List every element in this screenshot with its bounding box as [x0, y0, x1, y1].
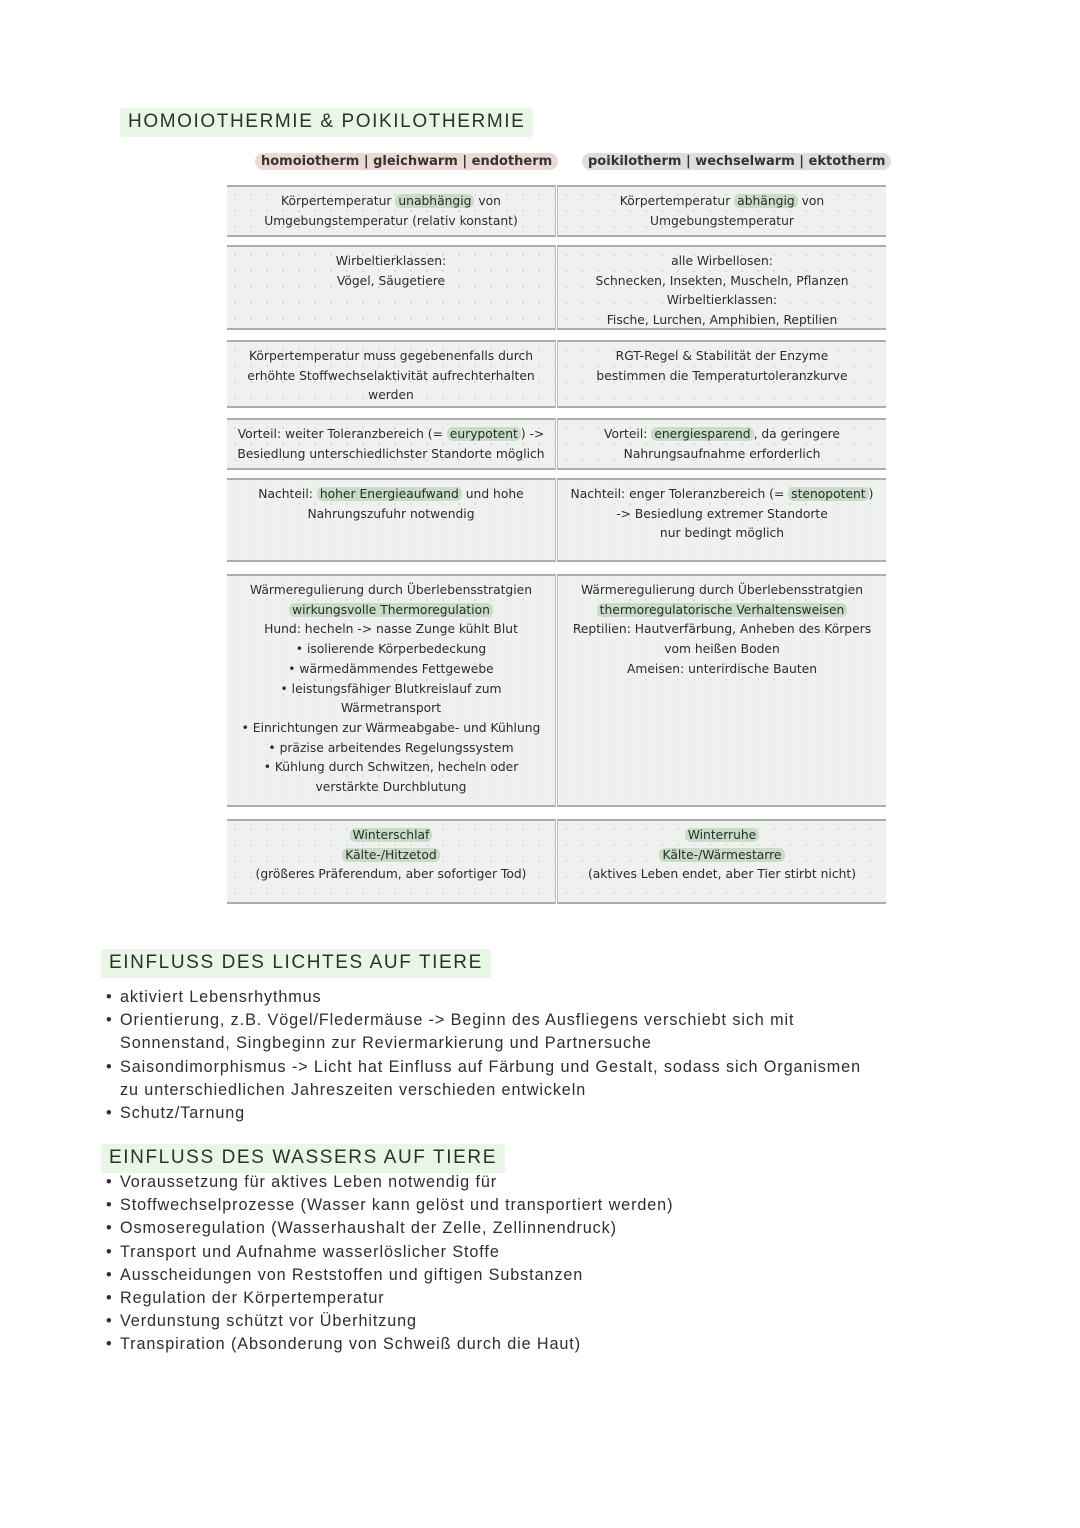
list-item: • Osmoseregulation (Wasserhaushalt der Zelle, Zellinnendruck) [106, 1217, 673, 1240]
list-item: • Stoffwechselprozesse (Wasser kann gelöst und transportiert werden) [106, 1194, 673, 1217]
section-title-light: EINFLUSS DES LICHTES AUF TIERE [101, 949, 491, 978]
light-effects-list [106, 986, 861, 1125]
table-cell-right-thermoregulation: Wärmeregulierung durch Überlebensstratgien thermoregulatorische Verhaltensweisen Reptilien: Hautverfärbung, Anheben des Körpers vom heißen Boden Ameisen: unterirdische Bauten [557, 574, 886, 807]
list-item: • Ausscheidungen von Reststoffen und giftigen Substanzen [106, 1264, 673, 1287]
table-cell-left-disadvantage: Nachteil: hoher Energieaufwand und hohe Nahrungszufuhr notwendig [227, 478, 556, 562]
table-cell-left-temperature: Körpertemperatur unabhängig von Umgebungstemperatur (relativ konstant) [227, 185, 556, 237]
table-cell-left-classes: Wirbeltierklassen: Vögel, Säugetiere [227, 245, 556, 330]
table-cell-right-temperature: Körpertemperatur abhängig von Umgebungstemperatur [557, 185, 886, 237]
table-cell-right-disadvantage: Nachteil: enger Toleranzbereich (= stenopotent ) -> Besiedlung extremer Standorte nur bedingt möglich [557, 478, 886, 562]
list-item: • Orientierung, z.B. Vögel/Fledermäuse -> Beginn des Ausfliegens verschiebt sich mit Sonnenstand, Singbeginn zur Reviermarkierung und Partnersuche [106, 1009, 861, 1055]
section-title-thermie: HOMOIOTHERMIE & POIKILOTHERMIE [120, 108, 533, 137]
list-item: • Transport und Aufnahme wasserlöslicher Stoffe [106, 1241, 673, 1264]
list-item: • Schutz/Tarnung [106, 1102, 861, 1125]
table-cell-left-metabolism: Körpertemperatur muss gegebenenfalls durch erhöhte Stoffwechselaktivität aufrechterhalten werden [227, 340, 556, 408]
list-item: • Voraussetzung für aktives Leben notwendig für [106, 1171, 673, 1194]
list-item: • Transpiration (Absonderung von Schweiß durch die Haut) [106, 1333, 673, 1356]
water-effects-list [106, 1171, 673, 1357]
table-cell-left-winter: Winterschlaf Kälte-/Hitzetod (größeres Präferendum, aber sofortiger Tod) [227, 819, 556, 904]
list-item: • Saisondimorphismus -> Licht hat Einfluss auf Färbung und Gestalt, sodass sich Organismen zu unterschiedlichen Jahreszeiten verschieden entwickeln [106, 1056, 861, 1102]
table-cell-right-classes: alle Wirbellosen: Schnecken, Insekten, Muscheln, Pflanzen Wirbeltierklassen: Fische, Lurchen, Amphibien, Reptilien [557, 245, 886, 330]
table-cell-right-winter: Winterruhe Kälte-/Wärmestarre (aktives Leben endet, aber Tier stirbt nicht) [557, 819, 886, 904]
column-header-homoiotherm: homoiotherm | gleichwarm | endotherm [255, 153, 558, 170]
section-title-water: EINFLUSS DES WASSERS AUF TIERE [101, 1144, 505, 1173]
list-item: • aktiviert Lebensrhythmus [106, 986, 861, 1009]
table-cell-left-advantage: Vorteil: weiter Toleranzbereich (= eurypotent ) -> Besiedlung unterschiedlichster Standorte möglich [227, 418, 556, 470]
list-item: • Regulation der Körpertemperatur [106, 1287, 673, 1310]
column-header-poikilotherm: poikilotherm | wechselwarm | ektotherm [582, 153, 891, 170]
list-item: • Verdunstung schützt vor Überhitzung [106, 1310, 673, 1333]
table-cell-left-thermoregulation: Wärmeregulierung durch Überlebensstratgien wirkungsvolle Thermoregulation Hund: hecheln -> nasse Zunge kühlt Blut • isolierende Körperbedeckung • wärmedämmendes Fettgewebe • leistungsfähiger Blutkreislauf zum Wärmetransport • Einrichtungen zur Wärmeabgabe- und Kühlung • präzise arbeitendes Regelungssystem • Kühlung durch Schwitzen, hecheln oder verstärkte Durchblutung [227, 574, 556, 807]
table-cell-right-advantage: Vorteil: energiesparend , da geringere Nahrungsaufnahme erforderlich [557, 418, 886, 470]
table-cell-right-rgt-rule: RGT-Regel & Stabilität der Enzyme bestimmen die Temperaturtoleranzkurve [557, 340, 886, 408]
